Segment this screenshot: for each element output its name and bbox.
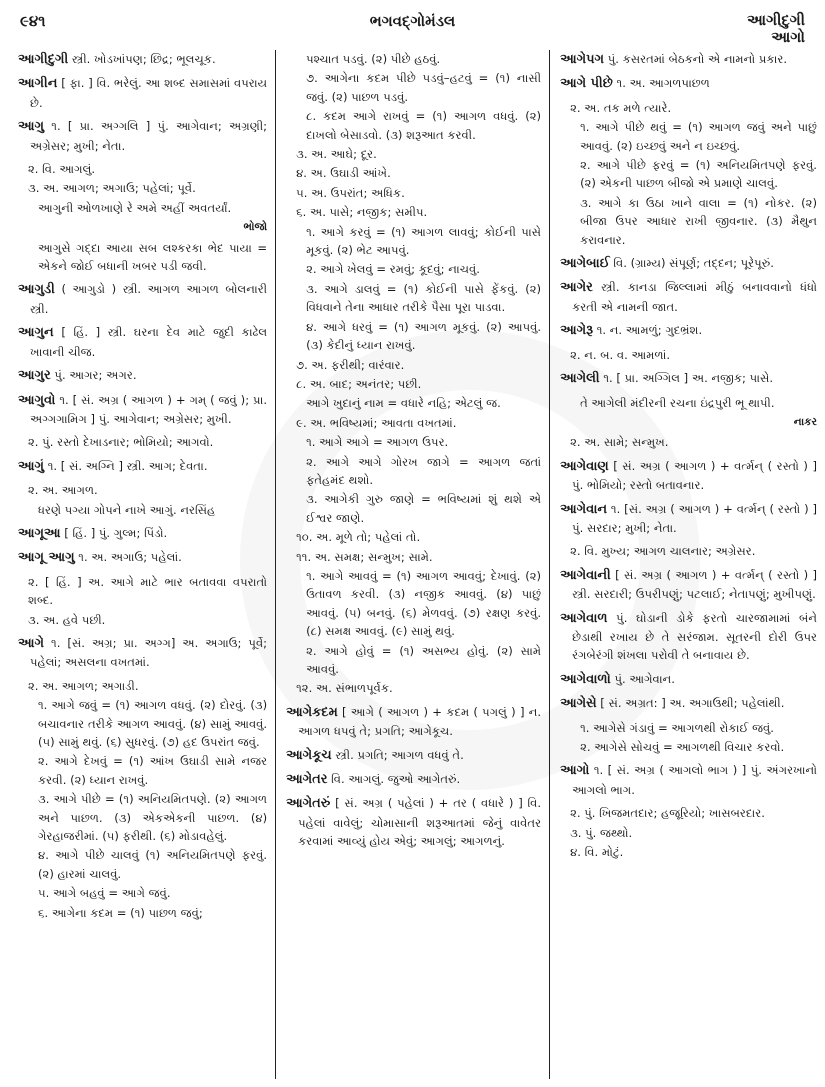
dictionary-entry: [18, 391, 267, 429]
dictionary-entry: [560, 566, 817, 604]
sub-sense: ૨. [ હિં. ] અ. આગે માટે ભાર બતાવવા વપરાતો શબ્દ.: [28, 574, 268, 608]
definition: [ હિં. ] પું. ગુલ્મ; પિંડો.: [60, 525, 168, 540]
dictionary-entry: [560, 74, 817, 93]
sub-sense: ૪. વિ. મોટું.: [570, 845, 624, 860]
sub-sense: ૨. આગે આગે ગોરખ જાગે = આગળ જતાં ફતેહમંદ થશો.: [306, 454, 542, 487]
sub-sense: ૫. અ. ઉપરાંત; અધિક.: [296, 185, 405, 200]
sub-sense: ૮. અ. બાદ; અનંતર; પછી.: [296, 376, 422, 391]
sub-sense: ૨. અ. તક મળે ત્યારે.: [570, 100, 672, 115]
definition: [ સં. અગ્ર ( આગળ ) + વર્ત્મન્ ( રસ્તો ) ] સ્ત્રી. સરદારી; ઉપરીપણું; પટલાઈ; નેતાપણું; મુખીપણું.: [572, 567, 817, 602]
headword: આગેવાણ: [560, 458, 609, 474]
definition: પું. આગેવાન.: [610, 671, 675, 686]
sub-sense: ૯. અ. ભવિષ્યમાં; આવતા વખતમાં.: [296, 415, 457, 430]
sub-sense: ૨. અ. આગળ.: [28, 483, 98, 498]
definition: ૧. [ સં. અગ્ર ( આગળ ) + ગમ્ ( જવું ); પ્રા. અગ્ગગામિગ ] પું. આગેવાન; અગ્રેસર; મુખી.: [30, 392, 268, 426]
guide-word-first: આગીદુગી: [747, 11, 805, 29]
definition: [ આગે ( આગળ ) + કદમ ( પગલું ) ] ન. આગળ ધપવું તે; પ્રગતિ; આગેકૂચ.: [298, 704, 542, 739]
dictionary-entry: [560, 609, 817, 665]
dictionary-entry: [560, 500, 817, 538]
sub-sense: ૨. અ. સામે; સન્મુખ.: [570, 435, 669, 450]
dictionary-columns: [18, 50, 817, 1079]
page-header: [20, 8, 805, 48]
sub-sense: ૩. પું. જથ્થો.: [570, 825, 633, 840]
headword: આગુ: [18, 119, 45, 135]
dictionary-entry: [560, 369, 817, 388]
definition: વિ. (ગ્રામ્ય) સંપૂર્ણ; તદ્દન; પૂરેપૂરું.: [609, 256, 774, 271]
sub-sense: આગે ખુદાનું નામ = વધારે નહિ; એટલું જ.: [306, 396, 501, 411]
dictionary-entry: [560, 321, 817, 340]
sub-sense: ૨. પું. રસ્તો દેખાડનાર; ભોમિયો; આગવો.: [28, 435, 214, 450]
sub-sense: ૧. આગેસે ગંડાવું = આગળથી રોકાઈ જવું.: [580, 720, 774, 735]
sub-sense: ૧. આગે જવું = (૧) આગળ વધવું. (૨) દોરવું. (૩) બચાવનાર તરીકે આગળ આવવું. (૪) સામું આવવું. (૫) સામું થવું. (૬) સુધરવું. (૭) હદ ઉપરાંત જવું.: [38, 698, 268, 749]
usage-quote: આગુની ઓળખાણે રે અમે અહીં અવતર્યાં.: [38, 200, 232, 215]
guide-word-last: આગો: [771, 28, 805, 46]
definition: [ સં. અગ્રત: ] અ. અગાઉથી; પહેલાંથી.: [596, 696, 785, 711]
definition: ૧. અ. આગળપાછળ: [612, 76, 710, 91]
dictionary-entry: [286, 746, 541, 765]
sub-sense: ૨. ન. બ. વ. આમળાં.: [570, 347, 671, 362]
headword: આગુડી: [18, 282, 55, 298]
sub-sense: ૬. આગેના કદમ = (૧) પાછળ જવું;: [38, 905, 203, 920]
column-3: [550, 50, 817, 1079]
definition: સ્ત્રી. પ્રગતિ; આગળ વધવું તે.: [331, 747, 464, 762]
headword: આગૂઆ: [18, 525, 61, 541]
dictionary-entry: [18, 50, 267, 69]
usage-quote: આગુસે ગદ્દા આયા સબ લશ્કરકા ભેદ પાયા = એકને જોઈ બધાની ખબર પડી જવી.: [38, 240, 268, 274]
sub-sense: ૨. અ. આગળ; અગાડી.: [28, 678, 139, 693]
sub-sense: ૩. આગેકી ગુરુ જાણે = ભવિષ્યમાં શું થશે એ ઈશ્વર જાણે.: [306, 492, 542, 525]
sub-sense: ૪. અ. ઉઘાડી આંખે.: [296, 166, 391, 181]
page-number: ૯૪૧: [20, 12, 46, 30]
dictionary-entry: [286, 703, 541, 741]
definition: ૧. [ સં. અગ્નિ ] સ્ત્રી. આગ; દેવતા.: [44, 458, 208, 473]
definition: ૧. [સં. અગ્ર; પ્રા. અગ્ગ] અ. અગાઉ; પૂર્વે; પહેલાં; અસલના વખતમાં.: [30, 635, 268, 670]
sub-sense: ૧. આગે પીછે થવું = (૧) આગળ જવું અને પાછું આવવું. (૨) ઇચ્છવું અને ન ઇચ્છવું.: [580, 120, 817, 153]
headword: આગૂ આગુ: [18, 550, 75, 566]
definition: સ્ત્રી. કાનડા જિલ્લામાં મીઠું બનાવવાનો ધંધો કરતી એ નામની જાત.: [572, 280, 817, 314]
definition: ( આગુડો ) સ્ત્રી. આગળ આગળ બોલનારી સ્ત્રી.: [30, 282, 268, 316]
headword: આગેકૂચ: [286, 747, 332, 763]
dictionary-entry: [18, 366, 267, 385]
column-1: [18, 50, 276, 1079]
sub-sense: ૩. અ. આઘે; દૂર.: [296, 147, 377, 162]
sub-sense: પશ્ચાત પડવું. (૨) પીછે હઠવું.: [306, 52, 441, 66]
headword: આગે: [18, 635, 45, 651]
headword: આગેતરું: [286, 796, 331, 812]
definition: ૧. ન. આમળું; ગુદભ્રંશ.: [593, 323, 703, 338]
sub-sense: ૨. આગે દેખવું = (૧) આંખ ઉઘાડી સામે નજર કરવી. (૨) ધ્યાન રાખવું.: [38, 754, 268, 787]
sub-sense: ૨. વિ. આગલું.: [28, 162, 96, 177]
headword: આગું: [18, 458, 45, 474]
sub-sense: ૧૨. અ. સંભાળપૂર્વક.: [296, 681, 393, 696]
dictionary-entry: [18, 548, 267, 567]
usage-quote: તે આગેલી મંદીરની રચના ઇંદ્રપુરી ભૂ થાપી.: [580, 395, 775, 410]
sub-sense: ૩. આગે ડાલવું = (૧) કોઈની પાસે ફેંકવું. (૨) વિધવાને તેના આધાર તરીકે પૈસા પૂરા પાડવા.: [306, 281, 542, 315]
sub-sense: ૨. વિ. મુખ્ય; આગળ ચાલનાર; અગ્રેસર.: [570, 544, 756, 559]
usage-quote: ધરણે પગ્યા ગોપને નાખે આગું. નરસિંહ: [38, 502, 216, 517]
definition: ૧. અ. અગાઉ; પહેલાં.: [74, 550, 182, 565]
headword: આગેવાની: [560, 567, 611, 583]
headword: આગેપગ: [560, 52, 605, 67]
definition: પું. ઘોડાની ડોકે ફરતો ચારજામામાં બંને છેડાથી રખાય છે તે સરંજામ. સૂતરની દોરી ઉપર રંગબેરંગી શંખલા પરોવી તે બનાવાય છે.: [572, 610, 817, 663]
headword: આગુવો: [18, 392, 56, 408]
dictionary-entry: [18, 323, 267, 361]
headword: આગીન: [18, 76, 58, 92]
dictionary-entry: [286, 770, 541, 789]
column-2: [276, 50, 550, 1079]
sub-sense: ૧૧. અ. સમક્ષ; સન્મુખ; સામે.: [296, 549, 433, 564]
sub-sense: ૨. આગે ખેલવું = રમવું; કૂદવું; નાચવું.: [306, 262, 480, 277]
definition: [ સં. અગ્ર ( પહેલાં ) + તર ( વધારે ) ] વિ. પહેલાં વાવેલું; ચોમાસાની શરૂઆતમાં જેનું વાવેતર કરવામાં આવ્યું હોય એવું; આગલું; આગળનું.: [298, 796, 542, 849]
dictionary-entry: [18, 634, 267, 672]
sub-sense: ૭. આગેના કદમ પીછે પડવું–હટવું = (૧) નાસી જવું. (૨) પાછળ પડવું.: [306, 71, 542, 104]
definition: વિ. આગલું. જુઓ આગેતરું.: [327, 772, 461, 787]
headword: આગીદુગી: [18, 52, 69, 67]
sub-sense: ૬. અ. પાસે; નજીક; સમીપ.: [296, 205, 428, 220]
sub-sense: ૨. આગે પીછે ફરવું = (૧) અનિયમિતપણે ફરવું. (૨) એકની પાછળ બીજો એ પ્રમાણે ચાલવું.: [580, 158, 817, 191]
guide-words: [747, 12, 805, 46]
quote-attribution: ભોજો: [243, 221, 268, 234]
dictionary-entry: [18, 280, 267, 318]
sub-sense: ૩. અ. હવે પછી.: [28, 612, 106, 627]
sub-sense: ૧. આગે આગે = આગળ ઉપર.: [306, 435, 449, 450]
definition: પું. કસરતમાં બેઠકનો એ નામનો પ્રકાર.: [604, 52, 788, 66]
sub-sense: ૩. આગે કા ઉઠા ખાને વાલા = (૧) નોકર. (૨) બીજા ઉપર આધાર રાખી જીવનાર. (૩) મૈથુન કરાવનાર.: [580, 195, 817, 247]
headword: આગેસે: [560, 696, 597, 712]
headword: આગેવાળ: [560, 610, 608, 626]
dictionary-entry: [560, 50, 817, 69]
dictionary-entry: [560, 457, 817, 495]
headword: આગુન: [18, 325, 54, 341]
sub-sense: ૩. અ. આગળ; અગાઉ; પહેલાં; પૂર્વે.: [28, 181, 196, 196]
headword: આગેવાળો: [560, 671, 611, 687]
headword: આગેરૂ: [560, 323, 594, 339]
definition: [ સં. અગ્ર ( આગળ ) + વર્ત્મન્ ( રસ્તો ) ] પું. ભોમિયો; રસ્તો બતાવનાર.: [572, 458, 817, 493]
dictionary-entry: [560, 761, 817, 799]
sub-sense: ૮. કદમ આગે રાખવું = (૧) આગળ વધવું. (૨) દાખલો બેસાડવો. (૩) શરૂઆત કરવી.: [306, 109, 542, 142]
definition: સ્ત્રી. ખોડખાંપણ; છિદ્ર; ભૂલચૂક.: [68, 52, 216, 66]
definition: [ ફા. ] વિ. ભરેલું. આ શબ્દ સમાસમાં વપરાય છે.: [30, 76, 268, 110]
sub-sense: ૪. આગે પીછે ચાલવું (૧) અનિયમિતપણે ફરવું. (૨) હારમાં ચાલવું.: [38, 848, 268, 881]
dictionary-entry: [560, 694, 817, 713]
headword: આગેકદમ: [286, 704, 338, 720]
sub-sense: ૩. આગે પીછે = (૧) અનિયમિતપણે. (૨) આગળ અને પાછળ. (૩) એકએકની પાછળ. (૪) ગેરહાજરીમાં. (૫) ફરીથી. (૬) મોડાવહેલું.: [38, 792, 268, 844]
dictionary-entry: [560, 670, 817, 689]
running-title: ભગવદ્ગોમંડલ: [369, 12, 456, 30]
sub-sense: ૧૦. અ. મૂળે તો; પહેલાં તો.: [296, 530, 421, 545]
dictionary-entry: [286, 794, 541, 850]
headword: આગેર: [560, 280, 593, 296]
dictionary-entry: [18, 74, 267, 112]
sub-sense: ૨. આગેસે સોચવું = આગળથી વિચાર કરવો.: [580, 740, 785, 754]
dictionary-entry: [560, 278, 817, 316]
sub-sense: ૧. આગે આવવું = (૧) આગળ આવવું; દેખાવું. (૨) ઉતાવળ કરવી. (૩) નજીક આવવું. (૪) પાછું આવવું. (૫) બનવું. (૬) મેળવવું. (૭) રક્ષણ કરવું. (૮) સમક્ષ આવવું. (૯) સામું થવું.: [306, 568, 542, 639]
quote-attribution: નાકર: [793, 415, 817, 428]
sub-sense: ૧. આગે કરવું = (૧) આગળ લાવવું; કોઈની પાસે મૂકવું. (૨) ભેટ આપવું.: [306, 224, 542, 258]
sub-sense: ૨. આગે હોવું = (૧) અસભ્ય હોવું. (૨) સામે આવવું.: [306, 643, 542, 676]
headword: આગે પીછે: [560, 76, 613, 92]
dictionary-entry: [18, 117, 267, 155]
sub-sense: ૪. આગે ધરવું = (૧) આગળ મૂકવું. (૨) આપવું. (૩) કેદીનું ધ્યાન રાખવું.: [306, 319, 542, 353]
definition: ૧. [ સં. અગ્ર ( આગલો ભાગ ) ] પું. અંગરખાનો આગલો ભાગ.: [572, 763, 817, 797]
headword: આગુર: [18, 368, 51, 384]
headword: આગેલી: [560, 371, 600, 387]
definition: પું. આગર; અગર.: [50, 368, 137, 383]
headword: આગો: [560, 763, 590, 779]
headword: આગેબાઈ: [560, 256, 610, 272]
headword: આગેવાન: [560, 501, 608, 517]
dictionary-entry: [18, 457, 267, 476]
definition: ૧. [ પ્રા. અગ્ગલિ ] પું. આગેવાન; અગ્રણી; અગ્રેસર; મુખી; નેતા.: [30, 119, 268, 153]
definition: [ હિં. ] સ્ત્રી. ઘરના દેવ માટે જુદી કાઢેલ ખાવાની ચીજ.: [30, 325, 268, 359]
sub-sense: ૨. પું. ખિજમતદાર; હજૂરિયો; ખાસબરદાર.: [570, 806, 765, 821]
definition: ૧. [ પ્રા. અગ્ગિલ ] અ. નજીક; પાસે.: [599, 371, 774, 386]
sub-sense: ૫. આગે બહવું = આગે જવું.: [38, 886, 171, 901]
definition: ૧. [સં. અગ્ર ( આગળ ) + વર્ત્મન્ ( રસ્તો ) ] પું. સરદાર; મુખી; નેતા.: [572, 501, 817, 535]
sub-sense: ૭. અ. ફરીથી; વારંવાર.: [296, 357, 405, 372]
dictionary-entry: [560, 254, 817, 273]
headword: આગેતર: [286, 772, 328, 788]
dictionary-entry: [18, 524, 267, 543]
